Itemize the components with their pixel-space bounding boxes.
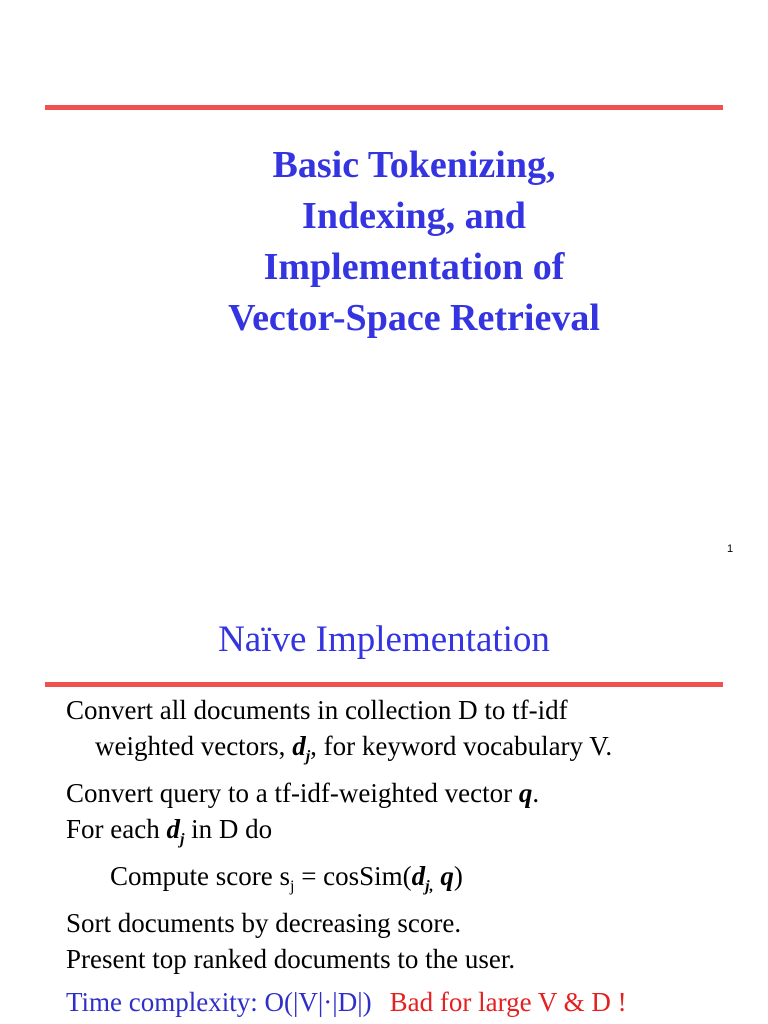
- step-line-5: [66, 858, 756, 905]
- title-line-1: Basic Tokenizing,: [272, 144, 556, 186]
- score-index-subscript: j: [289, 878, 295, 895]
- top-divider-rule: [45, 105, 723, 110]
- complexity-warning: Bad for large V & D !: [389, 987, 627, 1017]
- title-line-2: Indexing, and: [302, 195, 526, 237]
- query-vector-symbol: q: [518, 778, 533, 808]
- doc-vector-symbol: d: [411, 861, 426, 891]
- query-vector-symbol: q: [433, 861, 454, 891]
- step-line-2-suffix: , for keyword vocabulary V.: [310, 731, 613, 761]
- step-line-4: [66, 811, 756, 858]
- slide-title-block: [0, 140, 768, 344]
- step-line-4-prefix: For each: [66, 814, 167, 844]
- doc-vector-symbol: d: [166, 814, 180, 844]
- step-line-2: [66, 728, 756, 775]
- step-line-1: Convert all documents in collection D to tf-idf: [66, 695, 568, 725]
- step-line-5-suffix: ): [453, 861, 463, 891]
- step-line-7: Present top ranked documents to the user.: [66, 944, 516, 974]
- time-complexity-line: [66, 984, 756, 1020]
- algorithm-steps: [66, 692, 756, 977]
- heading-divider-rule: [45, 682, 723, 687]
- step-line-2-prefix: weighted vectors,: [95, 731, 293, 761]
- step-line-5-prefix: Compute score s: [110, 861, 290, 891]
- page-number: 1: [727, 543, 734, 555]
- cossim-call: = cosSim(: [294, 861, 412, 891]
- doc-index-subscript: j: [179, 831, 185, 848]
- step-line-6: Sort documents by decreasing score.: [66, 908, 462, 938]
- title-line-4: Vector-Space Retrieval: [228, 297, 600, 339]
- time-complexity-label: Time complexity: O(|V|·|D|): [66, 987, 372, 1017]
- slide-heading: Naïve Implementation: [218, 619, 550, 660]
- step-line-4-suffix: in D do: [184, 814, 273, 844]
- doc-index-subscript: j: [305, 748, 311, 765]
- doc-vector-symbol: d: [292, 731, 306, 761]
- doc-index-subscript: j,: [425, 878, 434, 895]
- step-line-3: [66, 775, 756, 811]
- step-line-3-suffix: .: [532, 778, 540, 808]
- slide-naive-implementation: [0, 572, 768, 1024]
- title-line-3: Implementation of: [263, 246, 565, 288]
- step-line-3-prefix: Convert query to a tf-idf-weighted vector: [66, 778, 519, 808]
